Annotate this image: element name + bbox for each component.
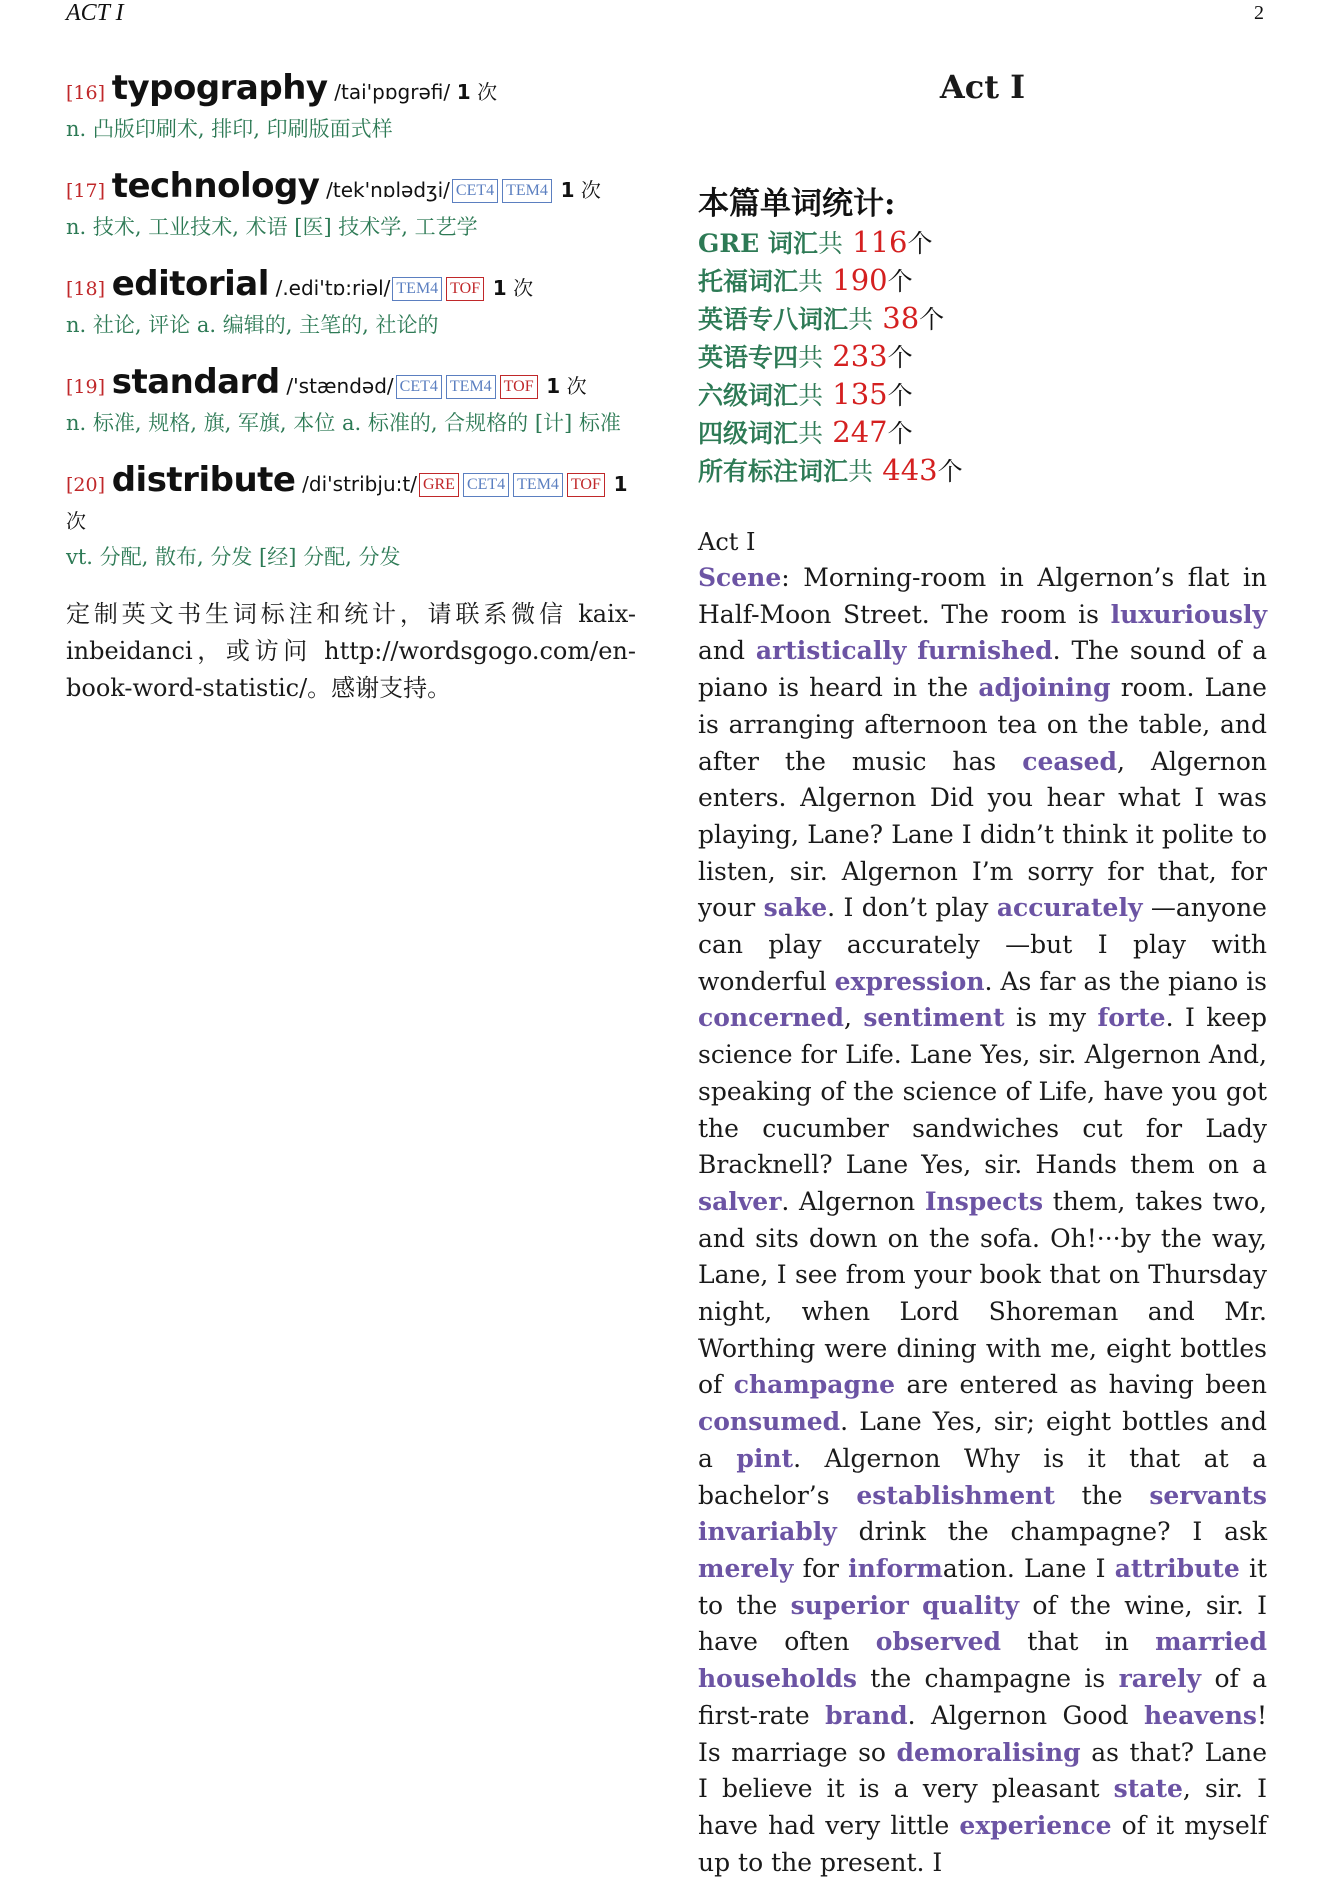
statistic-category: 四级词汇 <box>698 419 799 448</box>
statistic-category: 英语专四 <box>698 343 799 372</box>
statistic-category: 英语专八词汇 <box>698 305 849 334</box>
highlighted-word: Inspects <box>924 1186 1044 1216</box>
highlighted-word: observed <box>875 1627 1001 1657</box>
statistic-unit: 个 <box>887 381 913 410</box>
highlighted-word: salver <box>698 1186 782 1216</box>
exam-tag: CET4 <box>396 375 442 399</box>
highlighted-word: concerned <box>698 1003 844 1033</box>
highlighted-word: pint <box>736 1443 794 1473</box>
running-header: ACT I <box>66 0 124 26</box>
vocabulary-column <box>66 70 636 707</box>
statistic-line <box>698 452 1267 490</box>
highlighted-word: demoralising <box>896 1737 1081 1767</box>
exam-tag: TOF <box>446 277 484 301</box>
statistic-unit: 个 <box>907 229 933 258</box>
statistic-prefix: 共 <box>798 267 824 296</box>
entry-definition: n. 社论, 评论 a. 编辑的, 主笔的, 社论的 <box>66 313 439 337</box>
statistic-line <box>698 414 1267 452</box>
entry-pronunciation: /.edi'tɒ:riəl/ <box>275 276 391 300</box>
highlighted-word: state <box>1113 1774 1183 1804</box>
entry-number: [20] <box>66 474 106 496</box>
highlighted-word: furnished <box>917 636 1053 666</box>
statistic-count: 190 <box>823 263 888 297</box>
statistic-line <box>698 262 1267 300</box>
statistic-unit: 个 <box>919 305 945 334</box>
entry-count: 1 次 <box>66 472 628 533</box>
entry-number: [16] <box>66 82 106 104</box>
highlighted-word: merely <box>698 1553 794 1583</box>
statistic-category: 六级词汇 <box>698 381 799 410</box>
highlighted-word: superior <box>790 1590 909 1620</box>
entry-pronunciation: /'stændəd/ <box>286 374 394 398</box>
entry-word: editorial <box>111 264 269 304</box>
exam-tag: TEM4 <box>392 277 442 301</box>
highlighted-word: quality <box>922 1590 1020 1620</box>
statistic-category: 托福词汇 <box>698 267 799 296</box>
entry-word: technology <box>111 166 320 206</box>
highlighted-word: experience <box>959 1810 1112 1840</box>
highlighted-word: attribute <box>1114 1553 1240 1583</box>
entry-count: 1 次 <box>560 178 601 202</box>
vocabulary-list <box>66 70 636 575</box>
entry-definition: n. 凸版印刷术, 排印, 印刷版面式样 <box>66 117 393 141</box>
highlighted-word: luxuriously <box>1110 599 1267 629</box>
entry-number: [19] <box>66 376 106 398</box>
statistic-prefix: 共 <box>798 419 824 448</box>
highlighted-word: heavens <box>1144 1700 1257 1730</box>
entry-number: [17] <box>66 180 106 202</box>
statistic-count: 135 <box>823 377 888 411</box>
contact-notice: 定制英文书生词标注和统计，请联系微信 kaix-inbeidanci，或访问 http://wordsgogo.com/en-book-word-statistic/。感谢支持。 <box>66 600 636 702</box>
entry-count: 1 次 <box>492 276 534 300</box>
page-number: 2 <box>1254 2 1264 24</box>
highlighted-word: adjoining <box>978 673 1111 703</box>
highlighted-word: brand <box>825 1700 908 1730</box>
vocab-entry <box>66 364 636 441</box>
highlighted-word: invariably <box>698 1517 837 1547</box>
entry-pronunciation: /di'stribju:t/ <box>302 472 417 496</box>
entry-word: standard <box>111 362 280 402</box>
highlighted-word: sake <box>763 893 828 923</box>
vocab-entry <box>66 168 636 245</box>
vocab-entry <box>66 70 636 147</box>
statistic-count: 443 <box>873 453 938 487</box>
entry-head <box>66 364 636 405</box>
entry-definition: vt. 分配, 散布, 分发 [经] 分配, 分发 <box>66 545 401 569</box>
exam-tag: TEM4 <box>502 179 552 203</box>
statistic-prefix: 共 <box>798 343 824 372</box>
statistic-count: 38 <box>873 301 920 335</box>
entry-pronunciation: /tai'pɒgrəfi/ <box>334 80 451 104</box>
entry-head <box>66 462 636 539</box>
exam-tag: CET4 <box>452 179 498 203</box>
act-title: Act I <box>939 68 1026 106</box>
statistic-prefix: 共 <box>798 381 824 410</box>
entry-count: 1 次 <box>546 374 587 398</box>
statistic-line <box>698 224 1267 262</box>
entry-word: distribute <box>111 460 296 500</box>
statistic-prefix: 共 <box>848 457 874 486</box>
entry-number: [18] <box>66 278 106 300</box>
highlighted-word: sentiment <box>863 1003 1005 1033</box>
entry-definition: n. 标准, 规格, 旗, 军旗, 本位 a. 标准的, 合规格的 [计] 标准 <box>66 411 621 435</box>
entry-word: typography <box>111 68 328 108</box>
exam-tag: CET4 <box>463 473 509 497</box>
entry-pronunciation: /tek'nɒlədʒi/ <box>326 178 450 202</box>
highlighted-word: ceased <box>1022 746 1118 776</box>
exam-tag: GRE <box>419 473 459 497</box>
exam-tag: TOF <box>567 473 605 497</box>
exam-tag: TEM4 <box>446 375 496 399</box>
act-label: Act I <box>698 528 756 556</box>
statistic-unit: 个 <box>887 267 913 296</box>
statistic-category: GRE 词汇 <box>698 229 818 258</box>
statistic-category: 所有标注词汇 <box>698 457 849 486</box>
vocab-entry <box>66 266 636 343</box>
word-statistics <box>698 184 1267 490</box>
highlighted-word: Scene <box>698 563 782 592</box>
statistic-prefix: 共 <box>817 229 843 258</box>
statistic-line <box>698 300 1267 338</box>
highlighted-word: champagne <box>733 1370 896 1400</box>
play-text: Scene: Morning-room in Algernon’s flat in Half-Moon Street. The room is luxuriously and artistically furnished. The sound of a piano is heard in the adjoining room. Lane is arranging afternoon tea on the table, and after the music has ceased, Algernon enters. Algernon Did you hear what I was playing, Lane? Lane I didn’t think it polite to listen, sir. Algernon I’m sorry for that, for your sake. I don’t play accurately —anyone can play accurately —but I play with wonderful expression. As far as the piano is concerned, sentiment is my forte. I keep science for Life. Lane Yes, sir. Algernon And, speaking of the science of Life, have you got the cucumber sandwiches cut for Lady Bracknell? Lane Yes, sir. Hands them on a salver. Algernon Inspects them, takes two, and sits down on the sofa. Oh!···by the way, Lane, I see from your book that on Thursday night, when Lord Shoreman and Mr. Worthing were dining with me, eight bottles of champagne are entered as having been consumed. Lane Yes, sir; eight bottles and a pint. Algernon Why is it that at a bachelor’s establishment the servants invariably drink the champagne? I ask merely for information. Lane I attribute it to the superior quality of the wine, sir. I have often observed that in married households the champagne is rarely of a first-rate brand. Algernon Good heavens! Is marriage so demoralising as that? Lane I believe it is a very pleasant state, sir. I have had very little experience of it myself up to the present. I <box>698 563 1268 1877</box>
highlighted-word: establishment <box>856 1480 1055 1510</box>
statistic-count: 247 <box>823 415 888 449</box>
text-column <box>698 68 1267 1881</box>
entry-count: 1 次 <box>456 80 498 104</box>
statistic-line <box>698 376 1267 414</box>
entry-definition: n. 技术, 工业技术, 术语 [医] 技术学, 工艺学 <box>66 215 478 239</box>
statistic-unit: 个 <box>937 457 963 486</box>
entry-head <box>66 70 636 111</box>
exam-tag: TOF <box>500 375 538 399</box>
statistics-title: 本篇单词统计: <box>698 186 896 222</box>
entry-head <box>66 168 636 209</box>
vocab-entry <box>66 462 636 575</box>
exam-tag: TEM4 <box>513 473 563 497</box>
highlighted-word: accurately <box>996 893 1143 923</box>
statistic-line <box>698 338 1267 376</box>
highlighted-word: servants <box>1149 1480 1267 1510</box>
highlighted-word: forte <box>1097 1003 1166 1033</box>
statistic-unit: 个 <box>887 343 913 372</box>
highlighted-word: married <box>1155 1627 1267 1657</box>
highlighted-word: inform <box>848 1553 943 1583</box>
highlighted-word: households <box>698 1664 857 1694</box>
statistic-count: 116 <box>842 225 908 259</box>
highlighted-word: expression <box>834 966 985 996</box>
statistics-list <box>698 224 1267 490</box>
statistic-count: 233 <box>823 339 888 373</box>
highlighted-word: rarely <box>1118 1664 1202 1694</box>
highlighted-word: artistically <box>755 636 907 666</box>
highlighted-word: consumed <box>698 1407 841 1437</box>
statistic-unit: 个 <box>887 419 913 448</box>
entry-head <box>66 266 636 307</box>
statistic-prefix: 共 <box>848 305 874 334</box>
